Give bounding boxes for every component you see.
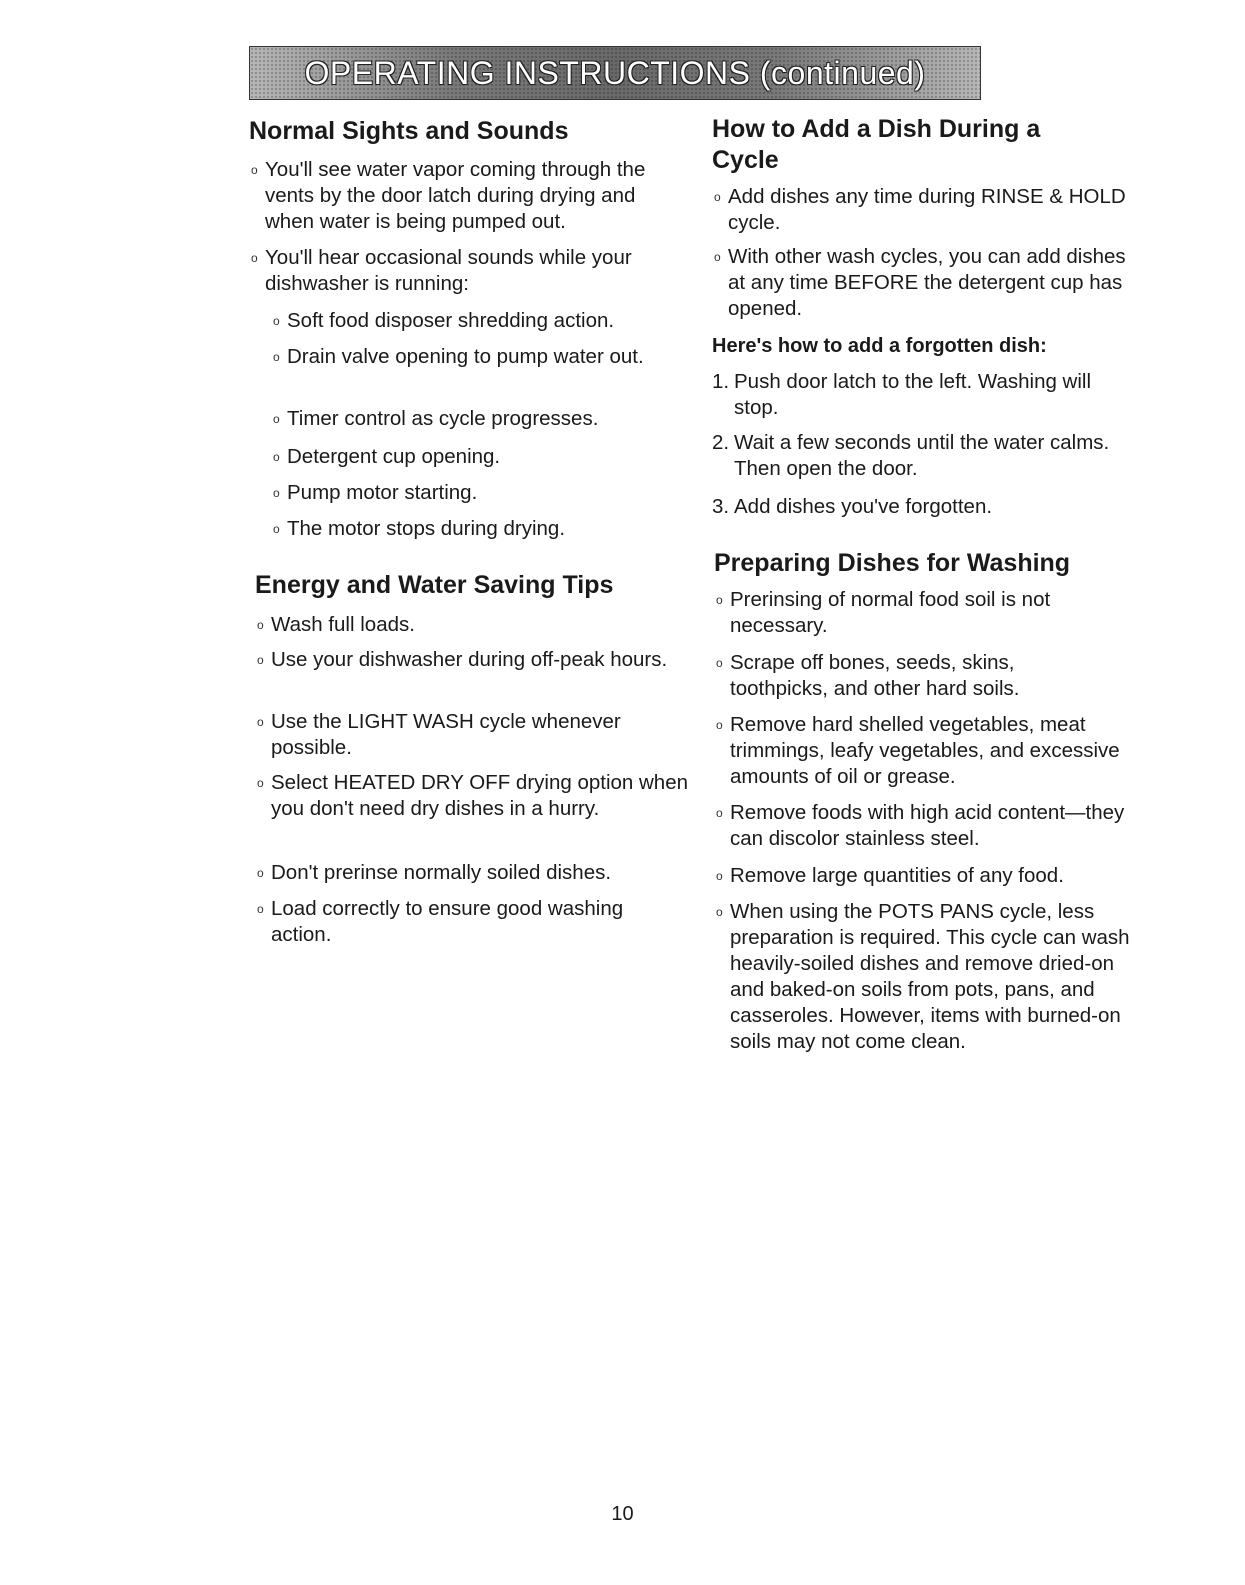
bullet-icon: o	[714, 250, 721, 264]
list-item: o Use the LIGHT WASH cycle whenever possible.	[257, 710, 621, 759]
list-item: o Add dishes any time during RINSE & HOLD cycle.	[714, 185, 1126, 234]
step-text: Wait a few seconds until the water calms. Then open the door.	[734, 431, 1110, 480]
bullet-icon: o	[716, 593, 723, 607]
sub-list-item: o Pump motor starting.	[273, 481, 478, 504]
bullet-icon: o	[273, 314, 280, 328]
bullet-icon: o	[273, 450, 280, 464]
list-item: o You'll hear occasional sounds while your dishwasher is running:	[251, 246, 632, 295]
list-item: o Scrape off bones, seeds, skins, toothpicks, and other hard soils.	[716, 651, 1020, 700]
bullet-icon: o	[273, 486, 280, 500]
heading-normal-sights: Normal Sights and Sounds	[249, 117, 569, 145]
bullet-icon: o	[716, 718, 723, 732]
list-item: o Remove hard shelled vegetables, meat trimmings, leafy vegetables, and excessive amounts of oil or grease.	[716, 713, 1120, 788]
sub-list-item: o Drain valve opening to pump water out.	[273, 345, 644, 368]
bullet-icon: o	[257, 653, 264, 667]
step-item	[712, 369, 1132, 421]
step-item	[712, 430, 1132, 482]
subheading-forgotten-dish: Here's how to add a forgotten dish:	[712, 335, 1047, 357]
section-banner	[249, 46, 981, 100]
list-item: o Don't prerinse normally soiled dishes.	[257, 861, 612, 884]
bullet-icon: o	[716, 656, 723, 670]
list-item: o Remove foods with high acid content—they can discolor stainless steel.	[716, 801, 1125, 850]
bullet-icon: o	[257, 776, 264, 790]
sub-list-item: o The motor stops during drying.	[273, 517, 566, 540]
bullet-icon: o	[257, 866, 264, 880]
bullet-icon: o	[716, 806, 723, 820]
bullet-icon: o	[716, 869, 723, 883]
sub-list-item: o Detergent cup opening.	[273, 445, 501, 468]
bullet-icon: o	[257, 902, 264, 916]
list-item: o Remove large quantities of any food.	[716, 864, 1064, 887]
list-item: o You'll see water vapor coming through the vents by the door latch during drying and when water is being pumped out.	[251, 158, 646, 233]
bullet-icon: o	[273, 522, 280, 536]
bullet-icon: o	[273, 412, 280, 426]
bullet-icon: o	[251, 163, 258, 177]
list-item: o Prerinsing of normal food soil is not necessary.	[716, 588, 1051, 637]
bullet-icon: o	[251, 251, 258, 265]
heading-energy-tips: Energy and Water Saving Tips	[255, 571, 614, 599]
list-item: o When using the POTS PANS cycle, less preparation is required. This cycle can wash heavily-soiled dishes and remove dried-on and baked-on soils from pots, pans, and casseroles. However, items with burned-on soils may not come clean.	[716, 900, 1130, 1053]
heading-add-dish: How to Add a Dish During a Cycle	[712, 115, 1041, 174]
page-number: 10	[611, 1503, 634, 1525]
list-item: o Use your dishwasher during off-peak hours.	[257, 648, 668, 671]
list-item: o Wash full loads.	[257, 613, 415, 636]
list-item: o Select HEATED DRY OFF drying option when you don't need dry dishes in a hurry.	[257, 771, 689, 820]
bullet-icon: o	[273, 350, 280, 364]
bullet-icon: o	[257, 715, 264, 729]
step-number: 3.	[712, 495, 730, 518]
step-text: Add dishes you've forgotten.	[734, 495, 993, 518]
bullet-icon: o	[714, 190, 721, 204]
list-item: o Load correctly to ensure good washing action.	[257, 897, 624, 946]
step-number: 2.	[712, 431, 730, 454]
sub-list-item: o Soft food disposer shredding action.	[273, 309, 615, 332]
bullet-icon: o	[257, 618, 264, 632]
banner-title: OPERATING INSTRUCTIONS (continued)	[304, 54, 926, 91]
step-number: 1.	[712, 370, 730, 393]
bullet-icon: o	[716, 905, 723, 919]
sub-list-item: o Timer control as cycle progresses.	[273, 407, 599, 430]
step-item	[712, 494, 1132, 520]
list-item: o With other wash cycles, you can add dishes at any time BEFORE the detergent cup has opened.	[714, 245, 1126, 320]
step-text: Push door latch to the left. Washing will stop.	[734, 370, 1092, 419]
heading-preparing-dishes: Preparing Dishes for Washing	[714, 549, 1071, 577]
